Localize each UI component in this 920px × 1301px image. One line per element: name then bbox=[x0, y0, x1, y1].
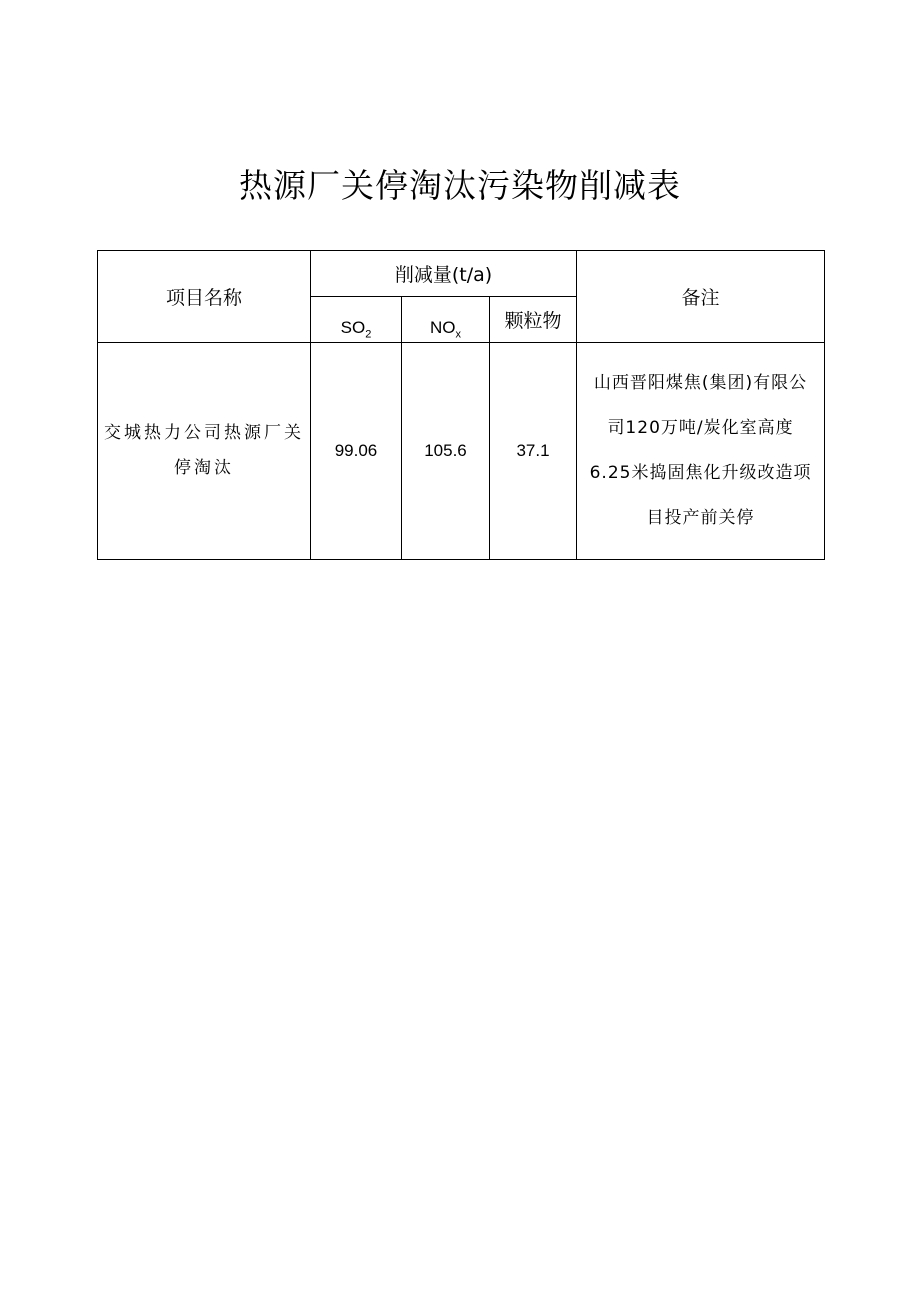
header-remark: 备注 bbox=[577, 251, 825, 343]
cell-nox: 105.6 bbox=[402, 343, 490, 560]
table-row bbox=[98, 343, 825, 560]
cell-project-name: 交城热力公司热源厂关 停淘汰 bbox=[98, 343, 311, 560]
header-so2: $SO_2$ bbox=[311, 297, 402, 343]
header-project-name: 项目名称 bbox=[98, 251, 311, 343]
document-title: 热源厂关停淘汰污染物削减表 bbox=[239, 166, 681, 205]
cell-particulate: 37.1 bbox=[490, 343, 577, 560]
header-reduction-amount: 削减量(t/a) bbox=[311, 251, 577, 297]
header-particulate: 颗粒物 bbox=[490, 297, 577, 343]
header-nox: $NO_x$ bbox=[402, 297, 490, 343]
cell-remark: 山西晋阳煤焦(集团)有限公 司120万吨/炭化室高度 6.25米捣固焦化升级改造项 目投产前关停 bbox=[577, 343, 825, 560]
cell-so2: 99.06 bbox=[311, 343, 402, 560]
pollutant-reduction-table bbox=[97, 250, 825, 560]
